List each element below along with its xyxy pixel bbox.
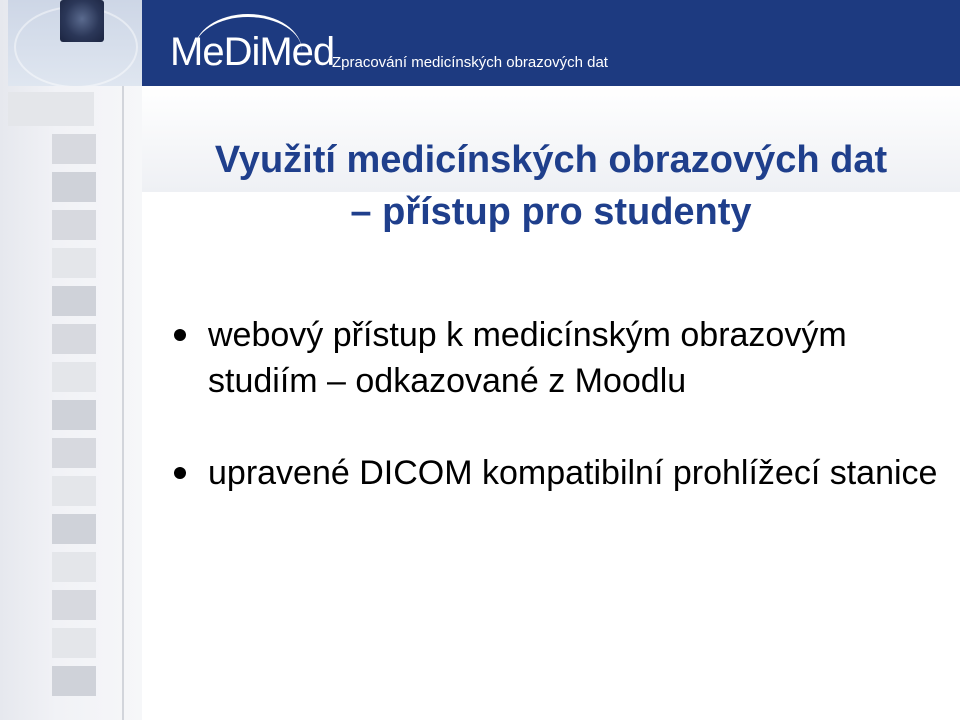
- scan-image: [60, 0, 104, 42]
- decor-tile: [52, 172, 96, 202]
- banner-subtitle: Zpracování medicínských obrazových dat: [332, 54, 608, 71]
- decor-tile: [52, 438, 96, 468]
- decor-tile: [52, 286, 96, 316]
- decor-tile: [52, 552, 96, 582]
- decor-tile: [52, 248, 96, 278]
- decor-tile: [52, 476, 96, 506]
- header-banner: [142, 0, 960, 86]
- bullet-text: webový přístup k medicínským obrazovým studiím – odkazované z Moodlu: [208, 316, 847, 400]
- decor-tile: [52, 210, 96, 240]
- scan-thumbnail-image: [8, 0, 144, 86]
- decor-tile: [52, 514, 96, 544]
- logo: MeDiMed: [170, 30, 335, 74]
- side-divider: [122, 86, 124, 720]
- decor-tile: [52, 324, 96, 354]
- decor-tile: [52, 628, 96, 658]
- title-line-2: – přístup pro studenty: [350, 191, 752, 233]
- decor-tile: [52, 666, 96, 696]
- decor-tile: [52, 590, 96, 620]
- bullet-item: [170, 312, 950, 404]
- decor-tile: [8, 92, 94, 126]
- left-decor-strip: [0, 0, 142, 720]
- bullet-list: [170, 312, 950, 542]
- title-line-1: Využití medicínských obrazových dat: [214, 139, 888, 181]
- bullet-dot-icon: [174, 329, 186, 341]
- slide-title: [142, 134, 960, 238]
- decor-tile: [52, 400, 96, 430]
- bullet-text: upravené DICOM kompatibilní prohlížecí stanice: [208, 454, 938, 492]
- decor-tile: [52, 362, 96, 392]
- decor-tile: [52, 134, 96, 164]
- bullet-item: [170, 450, 950, 496]
- bullet-dot-icon: [174, 467, 186, 479]
